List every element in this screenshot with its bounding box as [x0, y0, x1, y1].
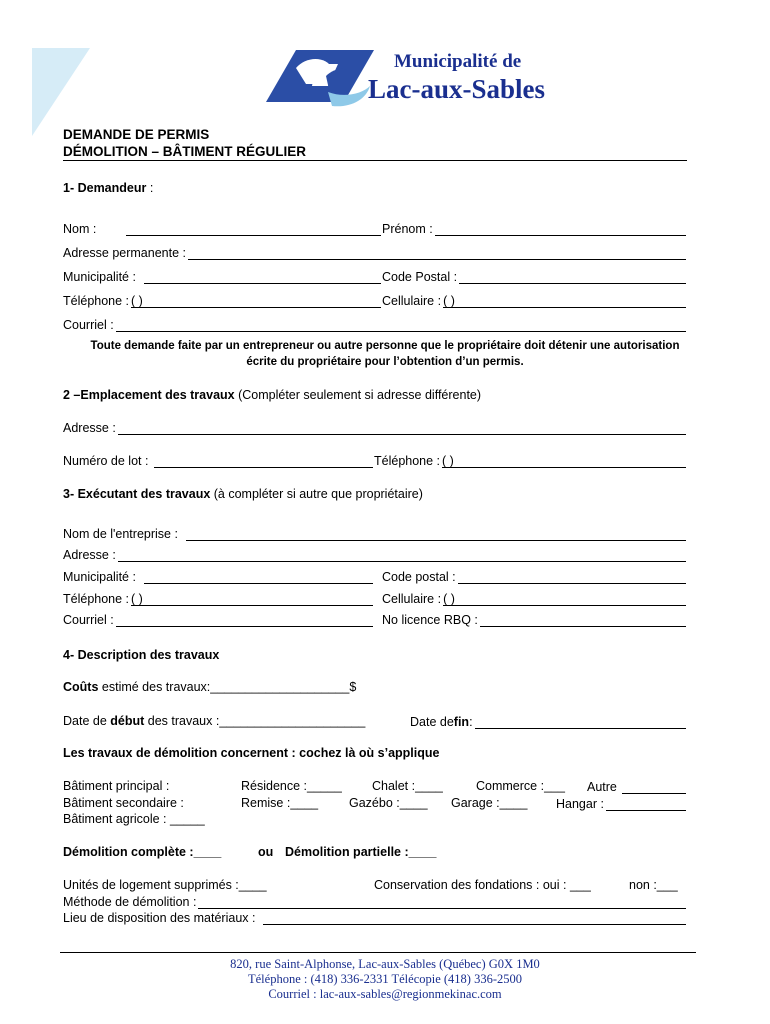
section3-heading-note: (à compléter si autre que propriétaire) [210, 487, 423, 501]
nom-field[interactable] [63, 222, 381, 236]
code-postal-executant-field[interactable] [382, 570, 686, 584]
authorization-notice-line1: Toute demande faite par un entrepreneur ou autre personne que le propriétaire doit détenir une autorisation [90, 340, 680, 352]
rbq-licence-field[interactable] [382, 613, 686, 627]
autre-field[interactable] [587, 780, 686, 794]
prenom-field[interactable] [382, 222, 686, 236]
date-fin-bold: fin [453, 715, 470, 729]
telephone-label: Téléphone : [63, 294, 130, 308]
logo-emblem-icon [266, 46, 384, 110]
section1-heading [63, 182, 153, 195]
rbq-licence-label: No licence RBQ : [382, 613, 478, 627]
methode-demolition-field[interactable] [63, 895, 686, 909]
demolition-scope-heading: Les travaux de démolition concernent : cochez là où s’applique [63, 746, 440, 760]
garage-checkbox[interactable]: Garage :____ [451, 796, 528, 810]
telephone-executant-area-code: ( ) [131, 592, 143, 606]
logo-text-line2: Lac-aux-Sables [368, 74, 546, 104]
conservation-fondations-non[interactable]: non :___ [629, 878, 678, 892]
numero-lot-input-line[interactable] [154, 457, 373, 468]
section3-heading-label: 3- Exécutant des travaux [63, 487, 211, 501]
autre-input-line[interactable] [622, 783, 686, 794]
date-fin-field[interactable] [410, 715, 686, 729]
cellulaire-executant-field[interactable] [382, 592, 686, 606]
couts-label-bold: Coûts [63, 680, 99, 694]
adresse-permanente-label: Adresse permanente : [63, 246, 186, 260]
lieu-disposition-input-line[interactable] [263, 914, 686, 925]
telephone-travaux-area-code: ( ) [442, 454, 454, 468]
date-fin-input-line[interactable] [475, 718, 686, 729]
methode-demolition-input-line[interactable] [198, 898, 686, 909]
code-postal-label: Code Postal : [382, 270, 458, 284]
footer-email: Courriel : lac-aux-sables@regionmekinac.com [268, 987, 502, 1001]
courriel-label: Courriel : [63, 318, 114, 332]
section1-heading-colon: : [146, 181, 154, 195]
nom-label: Nom : [63, 222, 97, 236]
adresse-travaux-input-line[interactable] [118, 424, 686, 435]
courriel-executant-label: Courriel : [63, 613, 114, 627]
footer-divider [60, 952, 696, 953]
date-debut-bold: début [110, 714, 145, 728]
section4-heading: 4- Description des travaux [63, 648, 220, 662]
rbq-licence-input-line[interactable] [480, 616, 686, 627]
authorization-notice-line2: écrite du propriétaire pour l’obtention d’un permis. [246, 356, 524, 368]
telephone-executant-label: Téléphone : [63, 592, 130, 606]
adresse-travaux-field[interactable] [63, 421, 686, 435]
cellulaire-label: Cellulaire : [382, 294, 442, 308]
courriel-executant-input-line[interactable] [116, 616, 373, 627]
cellulaire-field[interactable] [382, 294, 686, 308]
batiment-agricole-field[interactable]: Bâtiment agricole : _____ [63, 812, 205, 826]
municipalite-input-line[interactable] [144, 273, 381, 284]
cellulaire-area-code: ( ) [443, 294, 455, 308]
code-postal-input-line[interactable] [459, 273, 686, 284]
telephone-executant-input-line[interactable] [131, 592, 373, 606]
batiment-principal-label: Bâtiment principal : [63, 779, 170, 793]
hangar-input-line[interactable] [606, 800, 686, 811]
nom-input-line[interactable] [126, 225, 381, 236]
code-postal-executant-input-line[interactable] [458, 573, 686, 584]
date-debut-rest: des travaux :_____________________ [144, 714, 366, 728]
date-fin-colon: : [469, 715, 473, 729]
section3-heading [63, 488, 423, 501]
code-postal-field[interactable] [382, 270, 686, 284]
courriel-executant-field[interactable] [63, 613, 373, 627]
telephone-area-code: ( ) [131, 294, 143, 308]
footer-address: 820, rue Saint-Alphonse, Lac-aux-Sables (Québec) G0X 1M0 [230, 957, 540, 971]
form-title-line2: DÉMOLITION – BÂTIMENT RÉGULIER [63, 144, 306, 159]
date-debut-prefix: Date de [63, 714, 111, 728]
unites-logement-field[interactable]: Unités de logement supprimés :____ [63, 878, 267, 892]
municipalite-executant-input-line[interactable] [144, 573, 373, 584]
telephone-executant-field[interactable] [63, 592, 373, 606]
telephone-travaux-label: Téléphone : [374, 454, 441, 468]
adresse-executant-input-line[interactable] [118, 551, 686, 562]
cellulaire-executant-area-code: ( ) [443, 592, 455, 606]
section1-heading-label: 1- Demandeur [63, 181, 147, 195]
commerce-checkbox[interactable]: Commerce :___ [476, 779, 565, 793]
couts-label-rest: estimé des travaux:____________________$ [98, 680, 357, 694]
batiment-secondaire-label: Bâtiment secondaire : [63, 796, 184, 810]
date-fin-prefix: Date de [410, 715, 454, 729]
chalet-checkbox[interactable]: Chalet :____ [372, 779, 443, 793]
telephone-input-line[interactable] [131, 294, 381, 308]
numero-lot-label: Numéro de lot : [63, 454, 149, 468]
municipalite-label: Municipalité : [63, 270, 136, 284]
footer-phone: Téléphone : (418) 336-2331 Télécopie (418) 336-2500 [248, 972, 522, 986]
cellulaire-input-line[interactable] [443, 294, 686, 308]
corner-triangle-decoration [32, 48, 92, 138]
courriel-field[interactable] [63, 318, 686, 332]
residence-checkbox[interactable]: Résidence :_____ [241, 779, 342, 793]
section2-heading [63, 389, 481, 402]
section2-heading-note: (Compléter seulement si adresse différente) [234, 388, 482, 402]
telephone-travaux-field[interactable] [374, 454, 686, 468]
remise-checkbox[interactable]: Remise :____ [241, 796, 319, 810]
cellulaire-executant-input-line[interactable] [443, 592, 686, 606]
lieu-disposition-field[interactable] [63, 911, 686, 925]
entreprise-input-line[interactable] [186, 530, 686, 541]
telephone-field[interactable] [63, 294, 381, 308]
demolition-complete-checkbox[interactable]: Démolition complète :____ [63, 845, 222, 859]
couts-field[interactable] [63, 681, 356, 694]
prenom-input-line[interactable] [435, 225, 686, 236]
municipalite-executant-field[interactable] [63, 570, 373, 584]
hangar-field[interactable] [556, 797, 686, 811]
municipalite-field[interactable] [63, 270, 381, 284]
conservation-fondations-oui[interactable]: Conservation des fondations : oui : ___ [374, 878, 591, 892]
municipal-logo [266, 46, 556, 110]
adresse-permanente-input-line[interactable] [188, 249, 686, 260]
autre-label: Autre [587, 780, 617, 794]
date-debut-field[interactable] [63, 715, 365, 728]
demolition-partielle-checkbox[interactable]: Démolition partielle :____ [285, 845, 437, 859]
entreprise-field[interactable] [63, 527, 686, 541]
form-title-line1: DEMANDE DE PERMIS [63, 127, 210, 142]
title-underline [63, 160, 687, 161]
telephone-travaux-input-line[interactable] [442, 454, 686, 468]
methode-demolition-label: Méthode de démolition : [63, 895, 197, 909]
section2-heading-label: 2 –Emplacement des travaux [63, 388, 235, 402]
adresse-executant-field[interactable] [63, 548, 686, 562]
adresse-permanente-field[interactable] [63, 246, 686, 260]
municipalite-executant-label: Municipalité : [63, 570, 136, 584]
numero-lot-field[interactable] [63, 454, 373, 468]
hangar-label: Hangar : [556, 797, 604, 811]
or-text: ou [258, 845, 274, 859]
cellulaire-executant-label: Cellulaire : [382, 592, 442, 606]
gazebo-checkbox[interactable]: Gazébo :____ [349, 796, 428, 810]
adresse-executant-label: Adresse : [63, 548, 116, 562]
lieu-disposition-label: Lieu de disposition des matériaux : [63, 911, 256, 925]
logo-text-line1: Municipalité de [394, 51, 522, 72]
prenom-label: Prénom : [382, 222, 433, 236]
code-postal-executant-label: Code postal : [382, 570, 456, 584]
courriel-input-line[interactable] [116, 321, 686, 332]
entreprise-label: Nom de l'entreprise : [63, 527, 178, 541]
adresse-travaux-label: Adresse : [63, 421, 116, 435]
